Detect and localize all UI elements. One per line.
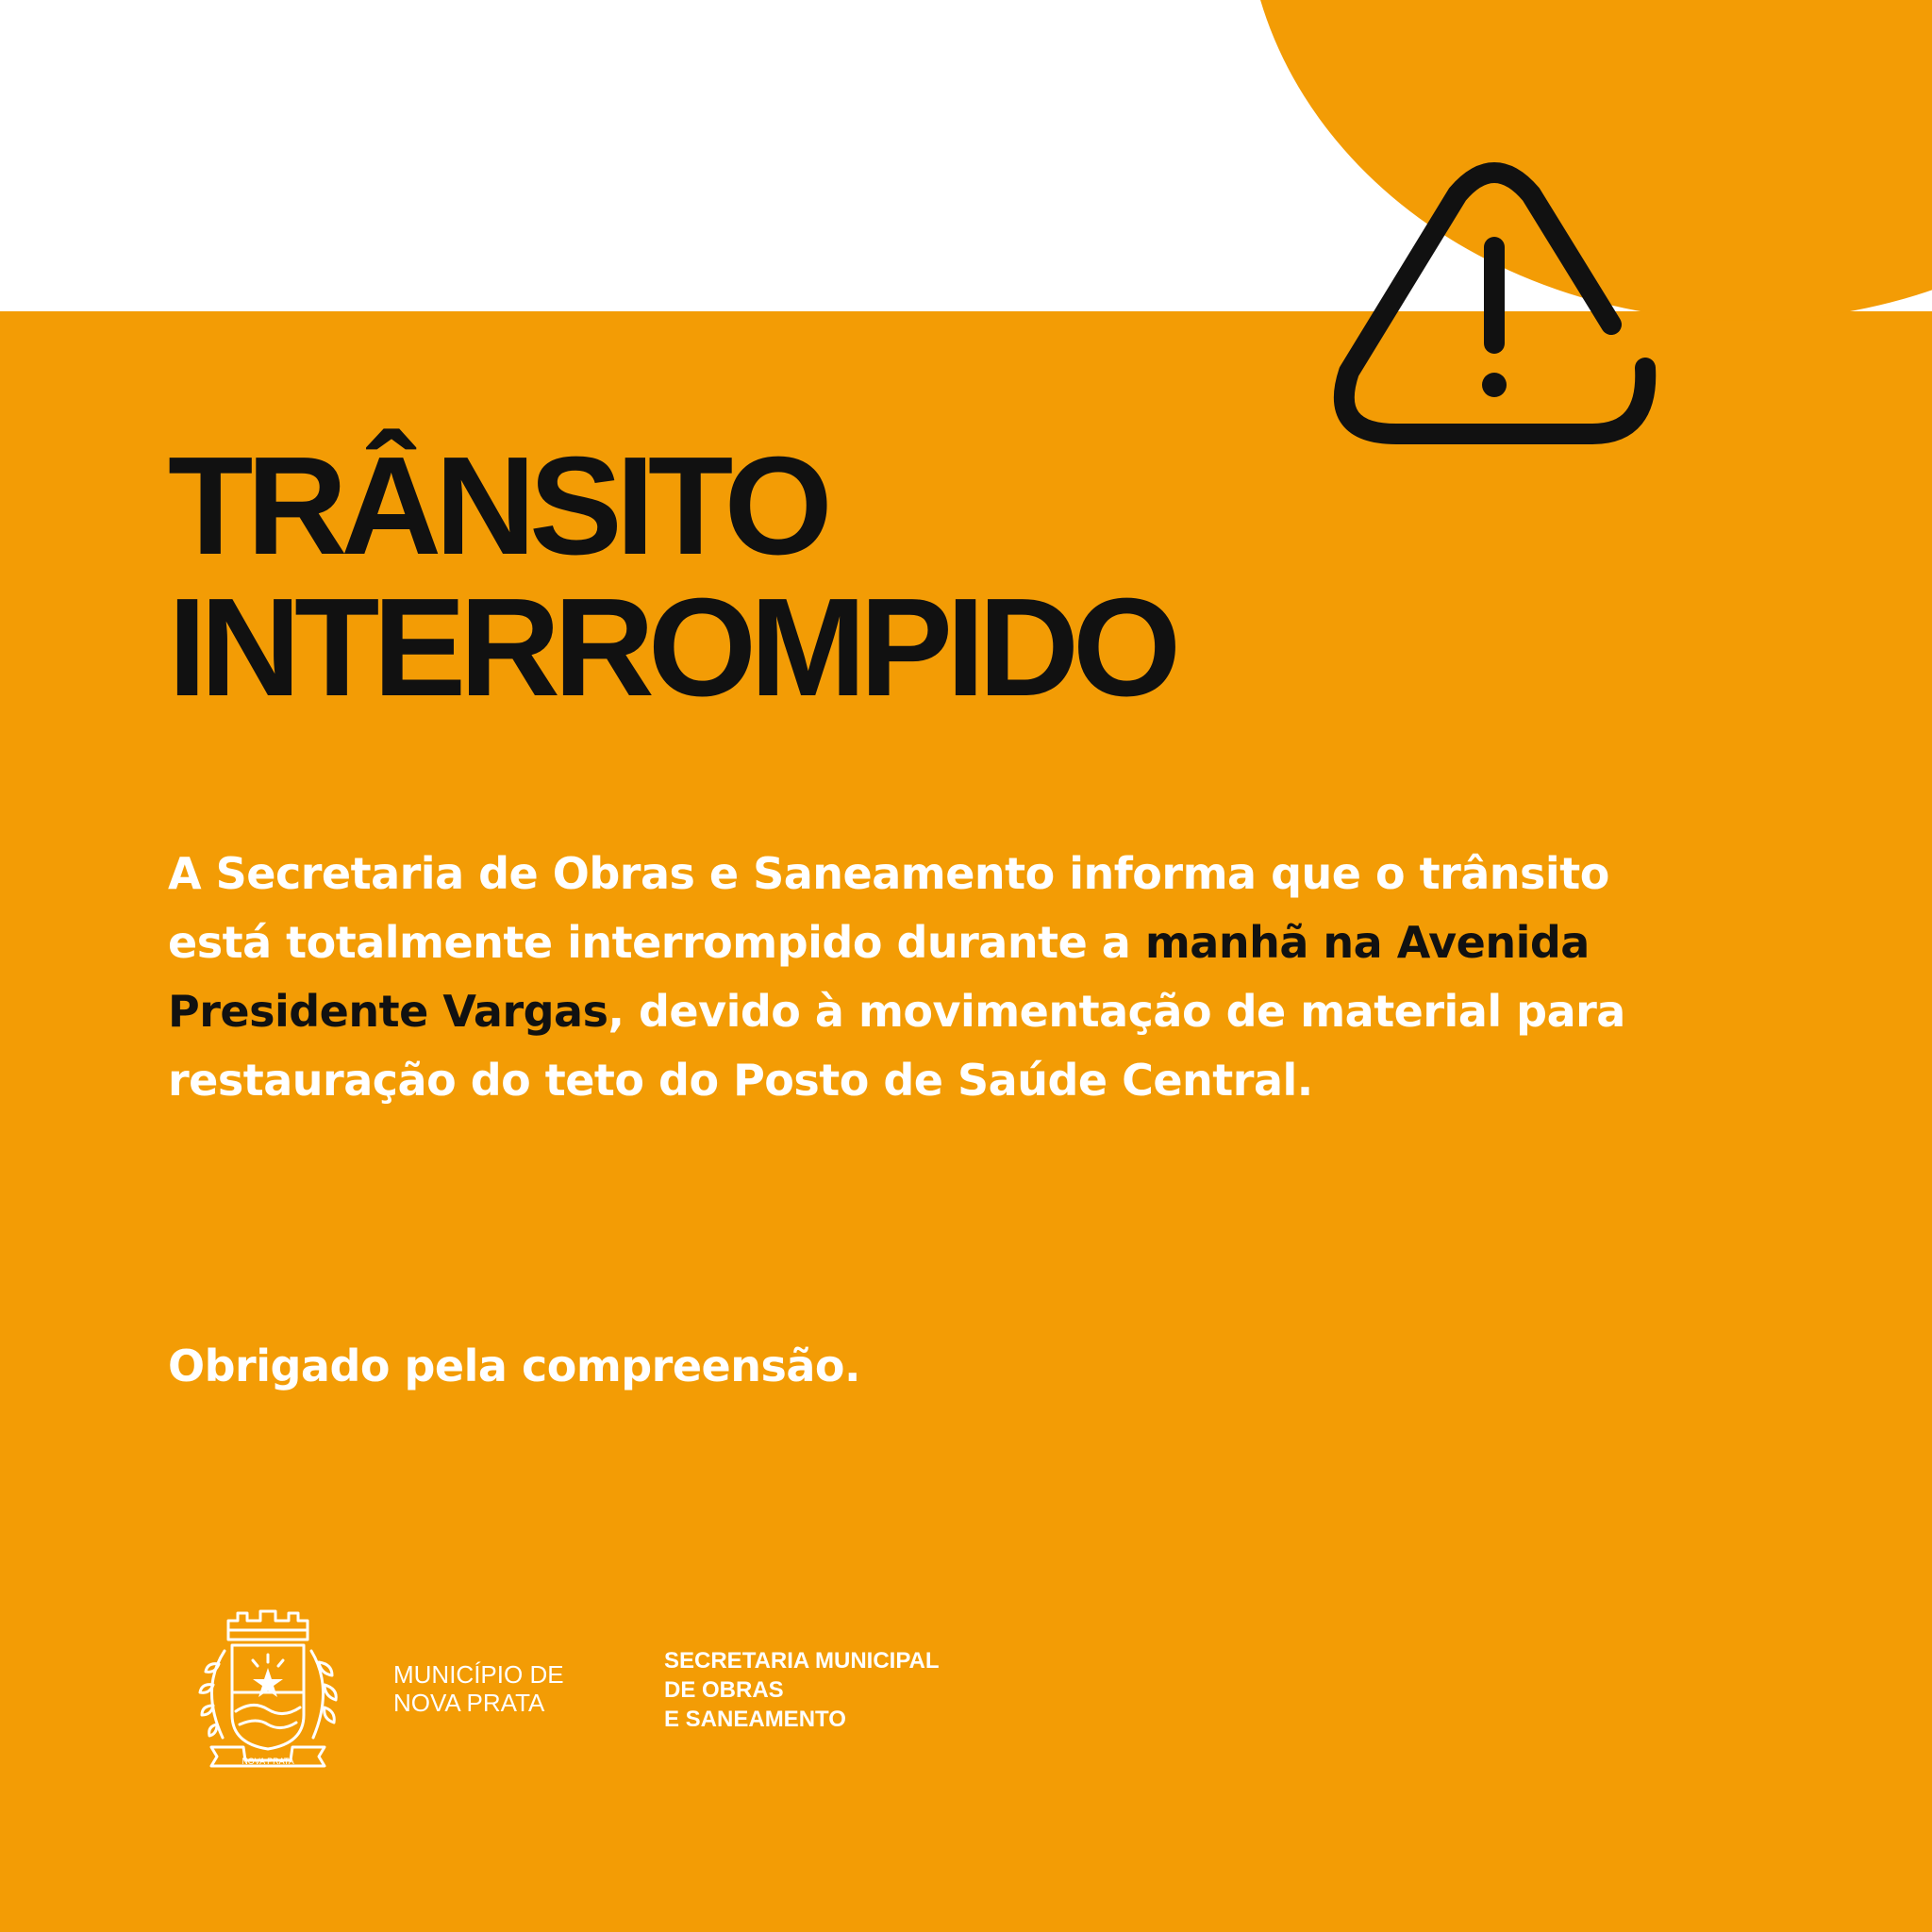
announcement-text — [168, 840, 1640, 1115]
secretaria-line-3: E SANEAMENTO — [664, 1707, 846, 1732]
secretaria-line-1: SECRETARIA MUNICIPAL — [664, 1648, 940, 1674]
announcement-part-2: , devido à movimentação de material para restauração do teto do Posto de Saúde Central. — [168, 986, 1625, 1106]
crest-banner-text: NOVA PRATA — [242, 1757, 294, 1766]
municipio-line-1: MUNICÍPIO DE — [393, 1660, 564, 1689]
municipio-label — [393, 1660, 564, 1717]
page-title — [168, 428, 1175, 725]
announcement-highlight: manhã na Avenida Presidente Vargas — [168, 917, 1590, 1037]
municipal-crest-icon — [187, 1606, 349, 1772]
municipio-line-2: NOVA PRATA — [393, 1689, 545, 1717]
secretaria-line-2: DE OBRAS — [664, 1677, 784, 1703]
warning-triangle-icon — [1328, 158, 1660, 453]
announcement-part-1: A Secretaria de Obras e Saneamento informa que o trânsito está totalmente interrompido durante a — [168, 848, 1609, 968]
title-line-2: INTERROMPIDO — [168, 570, 1175, 725]
thanks-text: Obrigado pela compreensão. — [168, 1341, 861, 1391]
secretaria-label — [664, 1646, 940, 1734]
title-line-1: TRÂNSITO — [168, 428, 826, 584]
